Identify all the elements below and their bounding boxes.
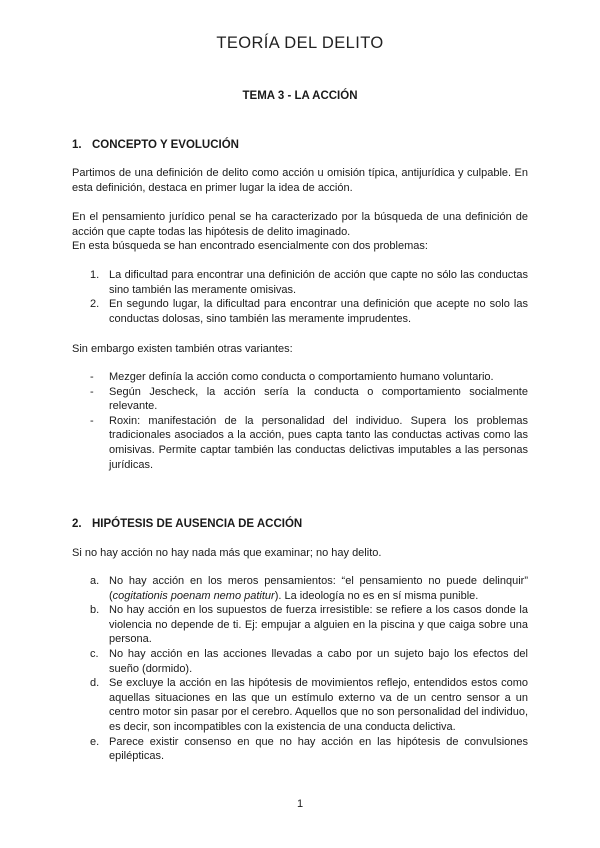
list-marker: -	[90, 371, 94, 383]
section-1-paragraph-2a: En el pensamiento jurídico penal se ha caracterizado por la búsqueda de una definición de acción que capte todas las hipótesis de delito imaginado.	[72, 211, 528, 238]
list-item-text: No hay acción en los supuestos de fuerza irresistible: se refiere a los casos donde la violencia no depende de ti. Ej: empujar a alguien en la piscina y que caiga sobre una persona.	[109, 604, 528, 646]
topic-title: TEMA 3 - LA ACCIÓN	[242, 90, 358, 102]
section-1-heading	[72, 138, 528, 153]
absence-hypotheses-list	[72, 574, 528, 764]
list-item	[72, 647, 528, 676]
list-item	[72, 385, 528, 414]
section-2-paragraph-1: Si no hay acción no hay nada más que examinar; no hay delito.	[72, 547, 382, 559]
list-item	[72, 676, 528, 734]
list-item-text: En segundo lugar, la dificultad para encontrar una definición que acepte no solo las conductas dolosas, sino también las meramente imprudentes.	[109, 298, 528, 325]
list-item-text: Roxin: manifestación de la personalidad del individuo. Supera los problemas tradicionales asociados a la acción, pues capta tanto las conductas activas como las omisivas. Permite captar también las conductas delictivas imputables a las personas jurídicas.	[109, 414, 528, 471]
list-marker: -	[90, 414, 94, 427]
list-item-text: La dificultad para encontrar una definición de acción que capte no sólo las conductas sino también las meramente omisivas.	[109, 269, 528, 296]
list-item	[72, 603, 528, 647]
list-item-text-continued: ). La ideología no es en sí misma punible.	[274, 589, 479, 602]
list-marker: 2.	[90, 298, 100, 311]
section-2-title: HIPÓTESIS DE AUSENCIA DE ACCIÓN	[92, 518, 303, 530]
list-item	[72, 268, 528, 297]
latin-maxim: cogitationis poenam nemo patitur	[112, 589, 275, 602]
section-1-paragraph-1: Partimos de una definición de delito como acción u omisión típica, antijurídica y culpable. En esta definición, destaca en primer lugar la idea de acción.	[72, 167, 528, 194]
list-item-text: Mezger definía la acción como conducta o comportamiento humano voluntario.	[109, 371, 494, 383]
list-marker: a.	[90, 575, 100, 587]
list-marker: 1.	[90, 269, 100, 281]
list-marker: d.	[90, 677, 100, 690]
section-2-number: 2.	[72, 518, 82, 530]
list-item	[72, 735, 528, 764]
page-number: 1	[296, 798, 304, 810]
section-1-paragraph-2	[72, 210, 528, 254]
list-item	[72, 574, 528, 603]
section-1-paragraph-3: Sin embargo existen también otras variantes:	[72, 343, 293, 355]
list-marker: -	[90, 385, 94, 398]
list-item-text: No hay acción en las acciones llevadas a cabo por un sujeto bajo los efectos del sueño (dormido).	[109, 647, 528, 675]
variants-list	[72, 370, 528, 472]
document-header: TEORÍA DEL DELITO	[216, 34, 384, 52]
section-2-heading	[72, 517, 528, 532]
section-1-title: CONCEPTO Y EVOLUCIÓN	[92, 139, 239, 151]
problems-list	[72, 268, 528, 326]
list-marker: c.	[90, 647, 99, 660]
list-item	[72, 297, 528, 326]
list-item	[72, 370, 528, 385]
list-marker: b.	[90, 604, 100, 617]
list-item-text: Según Jescheck, la acción sería la conducta o comportamiento socialmente relevante.	[109, 385, 528, 413]
list-item-text: Parece existir consenso en que no hay acción en las hipótesis de convulsiones epilépticas.	[109, 735, 528, 763]
list-item	[72, 414, 528, 472]
list-item-text: No hay acción en los meros pensamientos: “el pensamiento no puede delinquir” (	[109, 575, 528, 602]
list-item-text: Se excluye la acción en las hipótesis de movimientos reflejo, entendidos estos como aquellas situaciones en las que un estímulo externo va de un centro sensor a un centro motor sin pasar por el cerebro. Aquellos que no son personalidad del individuo, es decir, son incompatibles con la existencia de una conducta delictiva.	[109, 677, 528, 733]
section-1-number: 1.	[72, 139, 82, 151]
list-marker: e.	[90, 735, 100, 748]
section-1-paragraph-2b: En esta búsqueda se han encontrado esencialmente con dos problemas:	[72, 240, 428, 253]
